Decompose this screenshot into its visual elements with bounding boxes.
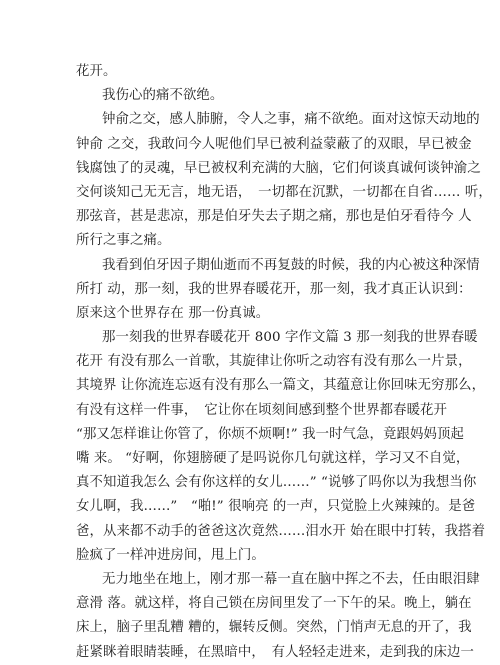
text-line: 有没有这样一件事， 它让你在顷刻间感到整个世界都春暖花开: [76, 402, 448, 418]
text-line: 爸，从来都不动手的爸爸这次竟然……泪水开 始在眼中打转，我搭着: [76, 523, 486, 539]
text-line: 钟俞之交，感人肺腑，令人之事，痛不欲绝。面对这惊天动地的: [102, 112, 480, 128]
text-line: 交何谈知己无无言，地无语， 一切都在沉默，一切都在自省…… 听，: [76, 184, 492, 200]
text-line: 我看到伯牙因子期仙逝而不再复鼓的时候，我的内心被这种深情: [102, 257, 480, 273]
text-line: “那又怎样谁让你管了，你烦不烦啊!” 我一时气急，竟跟妈妈顶起: [76, 426, 464, 442]
text-line: 所打 动，那一刻，我的世界春暖花开，那一刻，我才真正认识到：: [76, 281, 472, 297]
text-line: 床上，脑子里乱糟 糟的，辗转反侧。突然，门悄声无息的开了，我: [76, 620, 472, 636]
text-line: 女儿啊，我……” “啪!” 很响亮 的一声，只觉脸上火辣辣的。是爸: [76, 499, 476, 515]
text-line: 真不知道我怎么 会有你这样的女儿……” “说够了吗你以为我想当你: [76, 475, 477, 491]
text-line: 钱腐蚀了的灵魂，早已被权利充满的大脑，它们何谈真诚何谈钟渝之: [76, 160, 481, 176]
text-line: 脸疯了一样冲进房间，甩上门。: [76, 547, 265, 563]
text-line: 无力地坐在地上，刚才那一幕一直在脑中挥之不去，任由眼泪肆: [102, 571, 480, 587]
text-line: 赶紧眯着眼睛装睡，在黑暗中， 有人轻轻走进来，走到我的床边一: [76, 644, 475, 660]
text-line: 花开。: [76, 64, 117, 79]
text-line: 我伤心的痛不欲绝。: [102, 88, 224, 104]
text-line: 原来这个世界存在 那一份真诚。: [76, 305, 270, 321]
text-line: 所行之事之痛。: [76, 233, 171, 249]
text-line: 嘴 来。 “好啊，你翅膀硬了是吗说你几句就这样，学习又不自觉，: [76, 451, 470, 466]
text-line: 其境界 让你流连忘返有没有那么一篇文，其蕴意让你回味无穷那么，: [76, 378, 486, 394]
text-line: 钟俞 之交，我敢问今人呢他们早已被利益蒙蔽了的双眼，早已被金: [76, 136, 472, 152]
text-line: 那一刻我的世界春暖花开 800 字作文篇 3 那一刻我的世界春暖: [102, 330, 478, 346]
text-line: 意滑 落。就这样，将自己锁在房间里发了一下午的呆。晚上，躺在: [76, 596, 472, 612]
text-line: 花开 有没有那么一首歌，其旋律让你听之动容有没有那么一片景，: [76, 354, 472, 370]
text-line: 那弦音，甚是悲凉，那是伯牙失去子期之痛，那也是伯牙看待今 人: [76, 209, 472, 225]
